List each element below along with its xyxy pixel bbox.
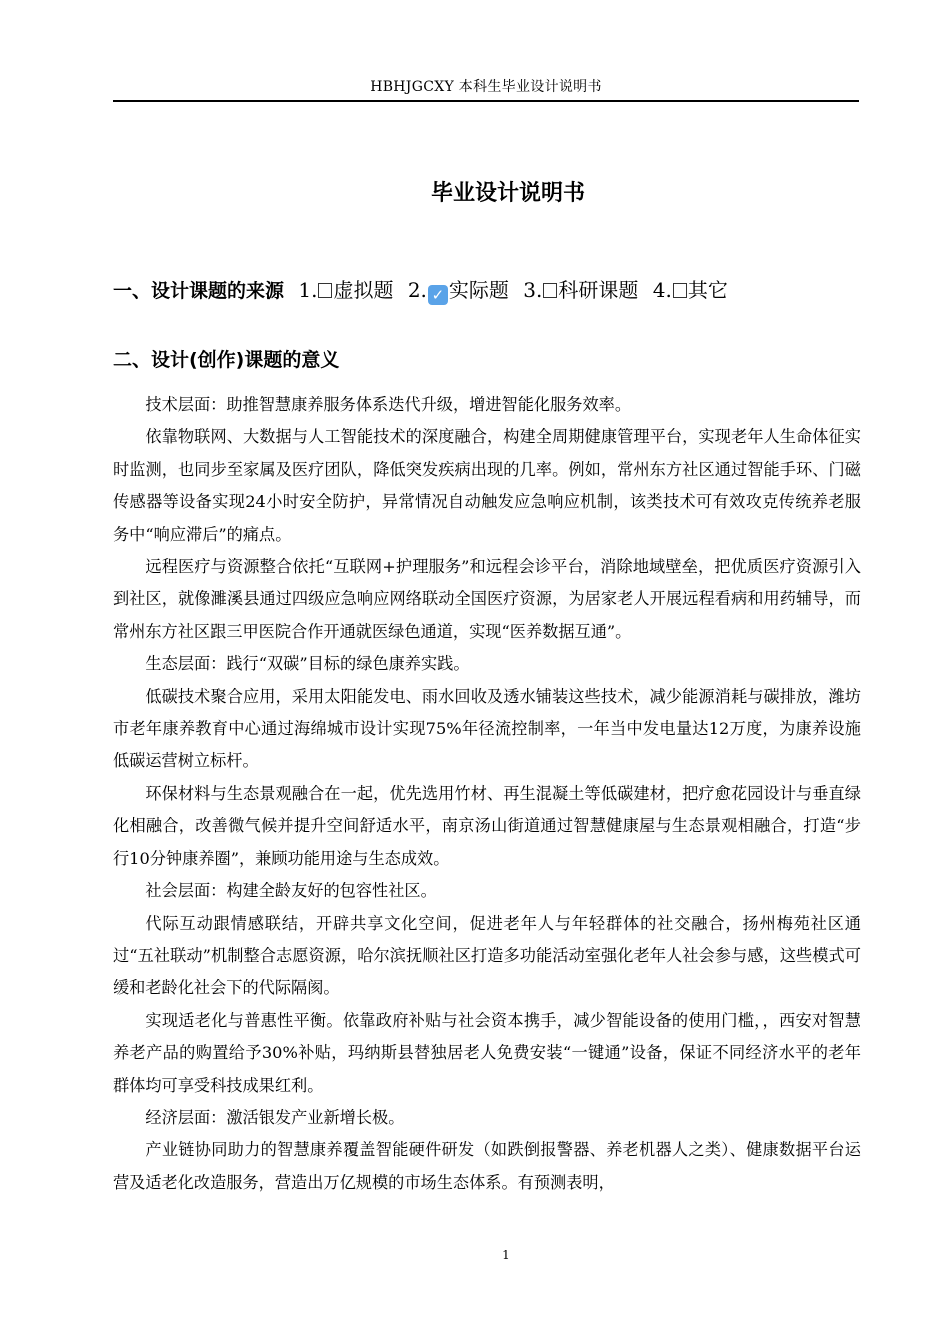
option-research: 3. 科研课题 — [523, 278, 639, 302]
paragraph: 环保材料与生态景观融合在一起，优先选用竹材、再生混凝土等低碳建材，把疗愈花园设计与垂直绿化相融合，改善微气候并提升空间舒适水平，南京汤山街道通过智慧健康屋与生态景观相融合，打造“步行10分钟康养圈”，兼顾功能用途与生态成效。 — [113, 783, 861, 868]
checked-box-icon: ✓ — [428, 285, 448, 305]
document-title: 毕业设计说明书 — [430, 181, 585, 206]
section-one-heading: 一、设计课题的来源 — [113, 280, 285, 302]
paragraph: 实现适老化与普惠性平衡。依靠政府补贴与社会资本携手，减少智能设备的使用门槛，，西安对智慧养老产品的购置给予30%补贴，玛纳斯县替独居老人免费安装“一键通”设备，保证不同经济水平的老年群体均可享受科技成果红利。 — [113, 1010, 861, 1095]
paragraph: 技术层面：助推智慧康养服务体系迭代升级，增进智能化服务效率。 — [145, 395, 632, 414]
page-number: 1 — [502, 1248, 510, 1262]
paragraph: 社会层面：构建全龄友好的包容性社区。 — [145, 881, 437, 901]
paragraph: 依靠物联网、大数据与人工智能技术的深度融合，构建全周期健康管理平台，实现老年人生命体征实时监测，也同步至家属及医疗团队，降低突发疾病出现的几率。例如，常州东方社区通过智能手环、门磁传感器等设备实现24小时安全防护，异常情况自动触发应急响应机制，该类技术可有效攻克传统养老服务中“响应滞后”的痛点。 — [113, 427, 861, 544]
option-label: 其它 — [687, 278, 728, 302]
option-other: 4. 其它 — [652, 278, 728, 302]
page-header: HBHJGCXY 本科生毕业设计说明书 — [370, 79, 602, 95]
paragraph: 代际互动跟情感联结，开辟共享文化空间，促进老年人与年轻群体的社交融合，扬州梅苑社区通过“五社联动”机制整合志愿资源，哈尔滨抚顺社区打造多功能活动室强化老年人社会参与感，这些模式可缓和老龄化社会下的代际隔阂。 — [113, 913, 861, 998]
option-actual: 2. ✓ 实际题 — [407, 278, 509, 304]
header-divider — [113, 100, 859, 102]
unchecked-box-icon — [318, 283, 332, 298]
option-label: 实际题 — [448, 278, 509, 302]
unchecked-box-icon — [673, 283, 687, 298]
paragraph: 经济层面：激活银发产业新增长极。 — [145, 1107, 405, 1127]
body-text — [113, 389, 861, 1199]
section-one — [113, 275, 873, 306]
option-label: 虚拟题 — [333, 278, 394, 302]
section-two-heading: 二、设计(创作)课题的意义 — [113, 349, 340, 371]
paragraph: 远程医疗与资源整合依托“互联网+护理服务”和远程会诊平台，消除地域壁垒，把优质医疗资源引入到社区，就像濉溪县通过四级应急响应网络联动全国医疗资源，为居家老人开展远程看病和用药辅导，而常州东方社区跟三甲医院合作开通就医绿色通道，实现“医养数据互通”。 — [113, 557, 861, 641]
option-virtual: 1. 虚拟题 — [298, 278, 394, 302]
paragraph: 产业链协同助力的智慧康养覆盖智能硬件研发（如跌倒报警器、养老机器人之类）、健康数据平台运营及适老化改造服务，营造出万亿规模的市场生态体系。有预测表明， — [113, 1140, 861, 1192]
paragraph: 低碳技术聚合应用，采用太阳能发电、雨水回收及透水铺装这些技术，减少能源消耗与碳排放，潍坊市老年康养教育中心通过海绵城市设计实现75%年径流控制率，一年当中发电量达12万度，为康养设施低碳运营树立标杆。 — [113, 686, 861, 771]
paragraph: 生态层面：践行“双碳”目标的绿色康养实践。 — [145, 654, 470, 674]
option-label: 科研课题 — [558, 278, 639, 302]
unchecked-box-icon — [543, 283, 557, 298]
